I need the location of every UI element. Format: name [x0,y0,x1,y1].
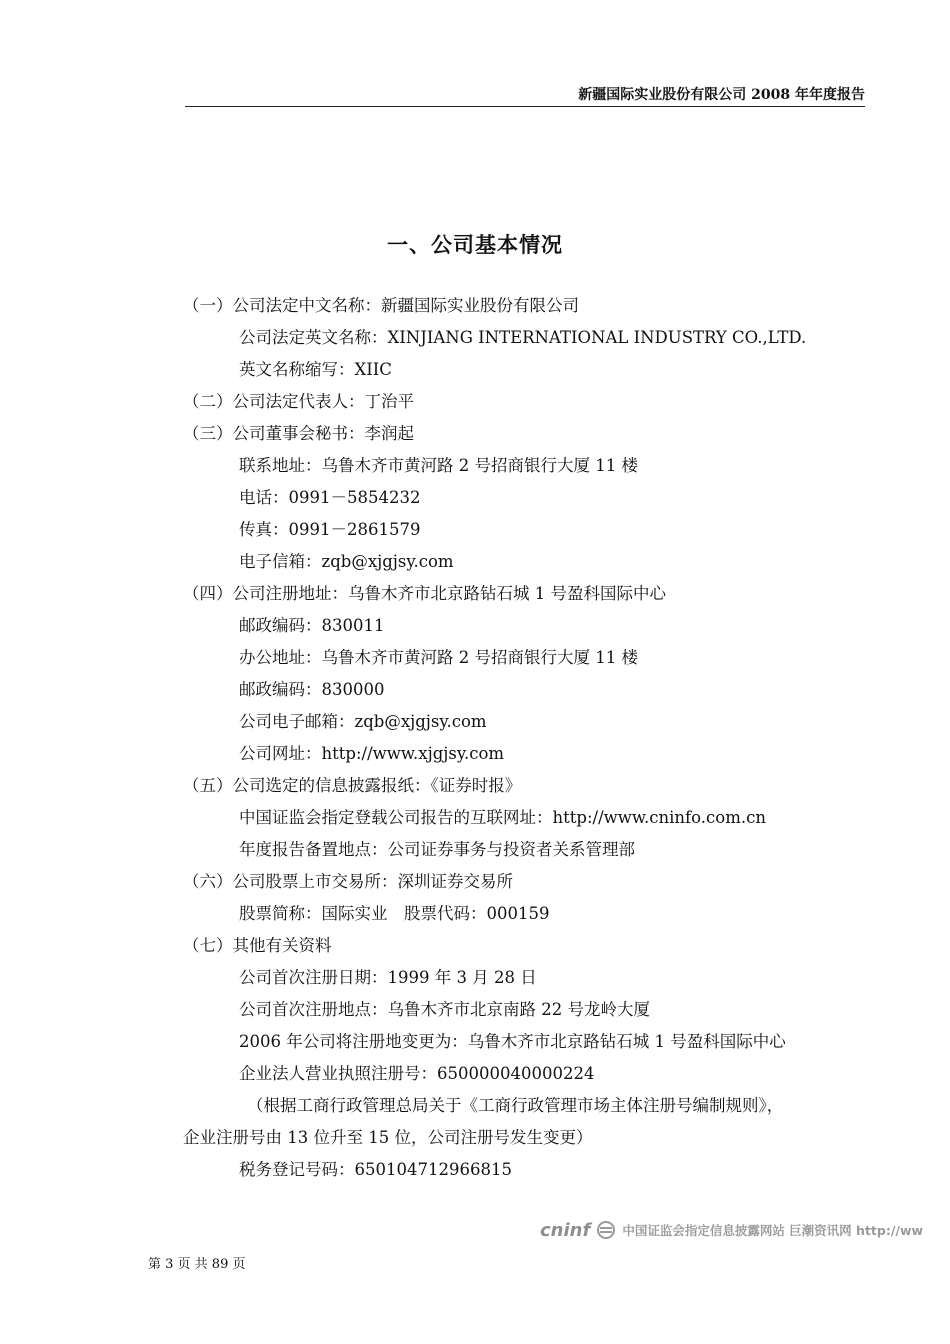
cninf-logo-icon [596,1221,616,1239]
page-number: 第 3 页 共 89 页 [148,1257,246,1272]
info-line: 年度报告备置地点：公司证券事务与投资者关系管理部 [239,840,635,859]
info-line: 办公地址：乌鲁木齐市黄河路 2 号招商银行大厦 11 楼 [239,648,638,667]
info-line: 邮政编码：830000 [239,680,385,699]
info-line: 公司首次注册日期：1999 年 3 月 28 日 [239,968,537,987]
section-title: 一、公司基本情况 [387,232,563,257]
info-line: 公司首次注册地点：乌鲁木齐市北京南路 22 号龙岭大厦 [239,1000,650,1019]
info-line: 中国证监会指定登载公司报告的互联网址：http://www.cninfo.com.cn [239,808,766,827]
section-item: （六）公司股票上市交易所：深圳证券交易所 [183,872,513,891]
section-item: （三）公司董事会秘书：李润起 [183,424,414,443]
info-line: 2006 年公司将注册地变更为：乌鲁木齐市北京路钻石城 1 号盈科国际中心 [239,1032,786,1051]
cninf-logo-word: cninf [540,1219,591,1241]
info-line: 传真：0991－2861579 [239,520,421,539]
info-line: 电子信箱：zqb@xjgjsy.com [239,552,454,571]
info-line: 邮政编码：830011 [239,616,385,635]
company-info-list [183,290,873,1186]
info-line: 税务登记号码：650104712966815 [239,1160,512,1179]
section-item: （四）公司注册地址：乌鲁木齐市北京路钻石城 1 号盈科国际中心 [183,584,666,603]
info-line: 股票简称：国际实业 股票代码：000159 [239,904,550,923]
info-line: （根据工商行政管理总局关于《工商行政管理市场主体注册号编制规则》， [247,1096,784,1115]
header-rule [185,106,865,107]
footer-watermark-text: 中国证监会指定信息披露网站 巨潮资讯网 http://ww [622,1223,924,1238]
footer-watermark [540,1218,923,1242]
section-item: （七）其他有关资料 [183,936,332,955]
info-line: 电话：0991－5854232 [239,488,421,507]
info-line: 公司法定英文名称：XINJIANG INTERNATIONAL INDUSTRY CO.,LTD. [239,328,807,347]
section-item: （五）公司选定的信息披露报纸：《证券时报》 [183,776,522,795]
info-line: 公司网址：http://www.xjgjsy.com [239,744,505,763]
info-line: 企业注册号由 13 位升至 15 位，公司注册号发生变更） [183,1128,593,1147]
info-line: 联系地址：乌鲁木齐市黄河路 2 号招商银行大厦 11 楼 [239,456,638,475]
info-line: 公司电子邮箱：zqb@xjgjsy.com [239,712,487,731]
section-item: （一）公司法定中文名称：新疆国际实业股份有限公司 [183,296,579,315]
info-line: 企业法人营业执照注册号：650000040000224 [239,1064,595,1083]
report-header: 新疆国际实业股份有限公司 2008 年年度报告 [578,87,865,103]
info-line: 英文名称缩写：XIIC [239,360,392,379]
section-item: （二）公司法定代表人：丁治平 [183,392,414,411]
